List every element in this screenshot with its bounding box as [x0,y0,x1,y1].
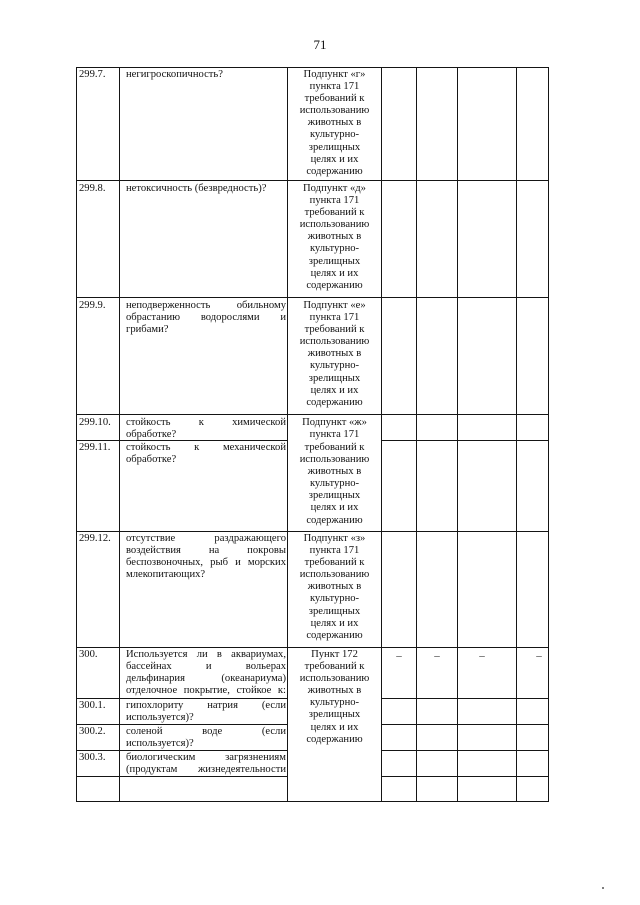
row-number: 300.3. [79,752,106,763]
row-number: 300.2. [79,726,106,737]
row-sep [76,647,549,648]
row-number: 300. [79,649,98,660]
row-question: стойкость к химической обработке? [126,417,286,441]
table-border-top [76,67,549,68]
page-number: 71 [313,37,327,52]
col-sep-ans3 [516,67,517,802]
col-sep-num [119,67,120,802]
answer-dash: – [536,650,542,662]
row-sep-partial [381,698,549,699]
row-sep-partial [381,750,549,751]
row-number: 299.8. [79,183,106,194]
row-number: 299.9. [79,300,106,311]
table-border-left [76,67,77,802]
row-sep-partial [381,440,549,441]
answer-dash: – [396,650,402,662]
row-sep [76,297,549,298]
col-sep-ans2 [457,67,458,802]
row-sep-partial [76,698,287,699]
col-sep-ref [381,67,382,802]
table-border-right [548,67,549,802]
row-number: 299.11. [79,442,111,453]
row-question: соленой воде (если используется)? [126,726,286,750]
row-sep-partial [381,724,549,725]
row-question: негигроскопичность? [126,69,223,80]
row-question: неподверженность обильному обрастанию водорослями и грибами? [126,300,286,336]
table-border-bottom [76,801,549,802]
row-question: Используется ли в аквариумах, бассейнах и вольерах дельфинария (океанариума) отделочное покрытие, стойкое к: [126,649,286,697]
row-reference: Пункт 172 требований к использованию животных в культурно- зрелищных целях и их содержанию [299,649,370,745]
row-number: 300.1. [79,700,106,711]
answer-dash: – [434,650,440,662]
scan-speck [602,887,604,889]
row-number: 299.10. [79,417,111,428]
row-question: отсутствие раздражающего воздействия на покровы беспозвоночных, рыб и морских млекопитающих? [126,533,286,581]
row-sep [76,414,549,415]
row-reference: Подпункт «д» пункта 171 требований к использованию животных в культурно- зрелищных целях и их содержанию [299,183,370,291]
row-reference: Подпункт «ж» пункта 171 [302,417,367,441]
answer-dash: – [479,650,485,662]
row-number: 299.12. [79,533,111,544]
col-sep-ans1 [416,67,417,802]
row-sep [76,180,549,181]
row-question: гипохлориту натрия (если используется)? [126,700,286,724]
row-question: стойкость к механической обработке? [126,442,286,466]
row-question: нетоксичность (безвредность)? [126,183,267,194]
row-sep-partial [381,776,549,777]
row-reference: Подпункт «з» пункта 171 требований к использованию животных в культурно- зрелищных целях и их содержанию [299,533,370,641]
row-reference: требований к использованию животных в культурно- зрелищных целях и их содержанию [299,442,370,526]
row-reference: Подпункт «е» пункта 171 требований к использованию животных в культурно- зрелищных целях и их содержанию [299,300,370,408]
row-sep [76,531,549,532]
row-reference: Подпункт «г» пункта 171 требований к использованию животных в культурно- зрелищных целях и их содержанию [299,69,370,177]
checklist-table [76,67,549,802]
row-number: 299.7. [79,69,106,80]
row-question: биологическим загрязнениям (продуктам жизнедеятельности [126,752,286,776]
